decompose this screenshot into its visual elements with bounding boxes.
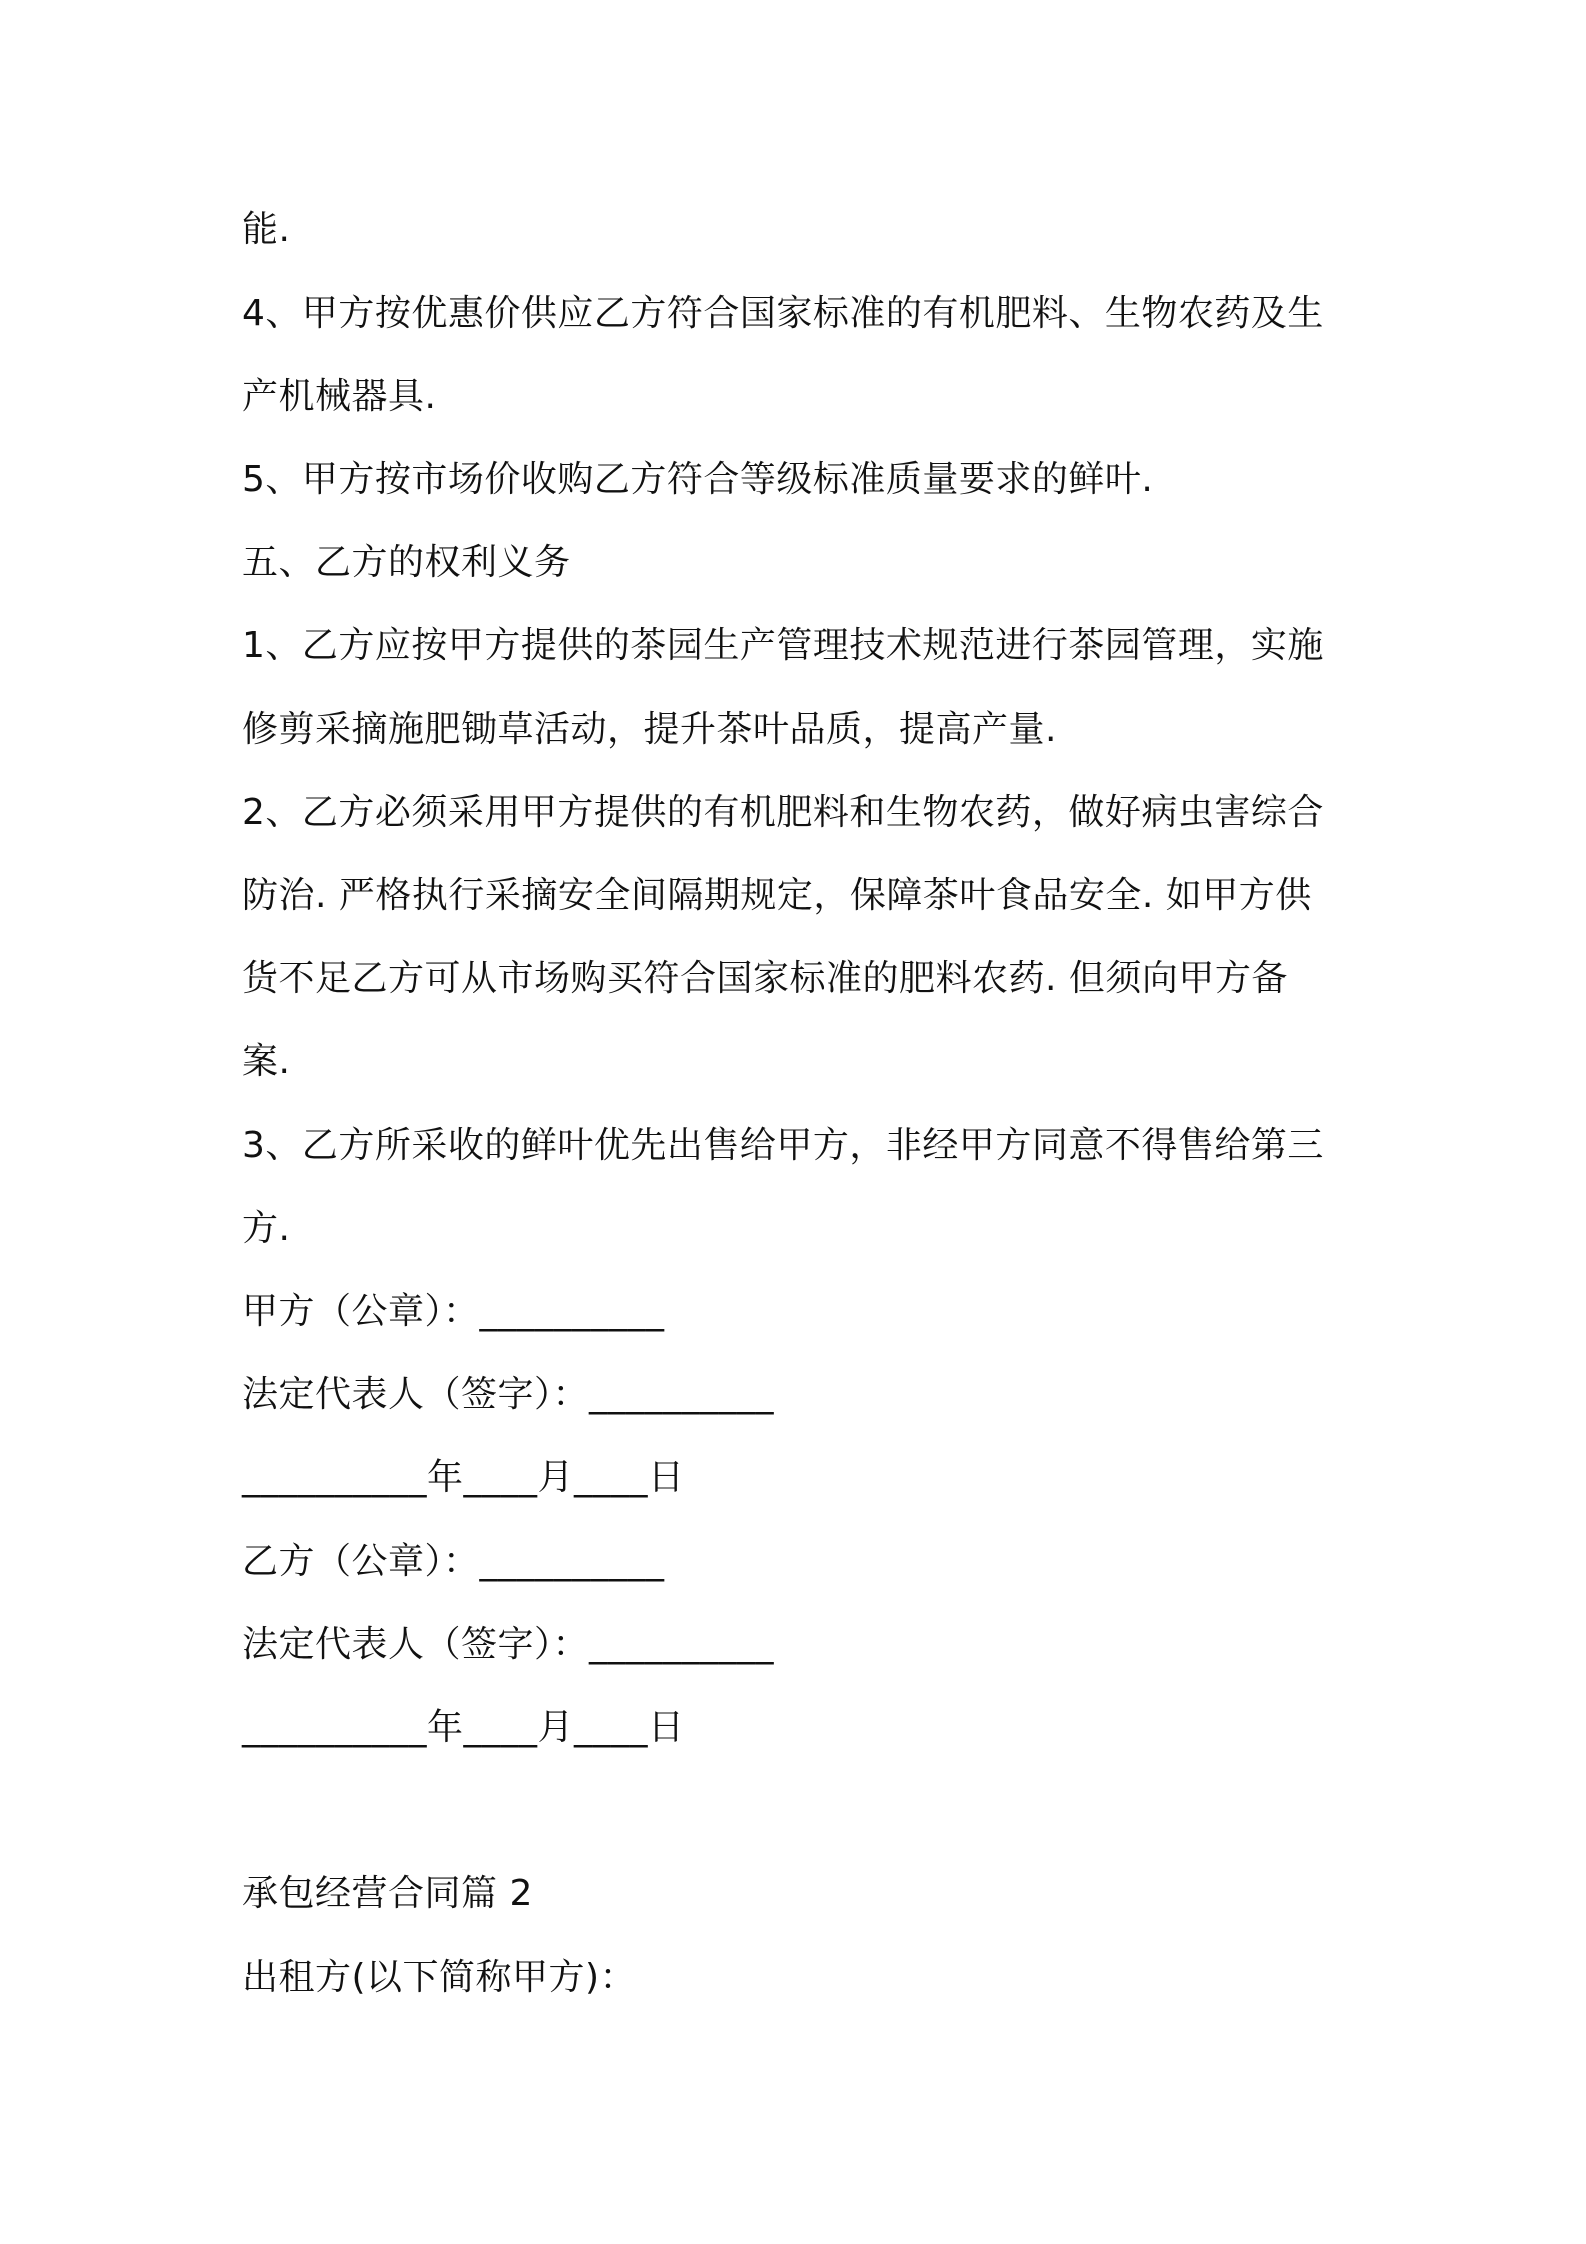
paragraph-line: 能. [242,209,291,250]
b-clause-3-line-1: 3、乙方所采收的鲜叶优先出售给甲方，非经甲方同意不得售给第三 [242,1125,1324,1166]
b-clause-2-line-3: 货不足乙方可从市场购买符合国家标准的肥料农药. 但须向甲方备 [242,958,1288,999]
party-a-representative-line: 法定代表人（签字）：__________ [242,1374,775,1415]
b-clause-1-line-1: 1、乙方应按甲方提供的茶园生产管理技术规范进行茶园管理，实施 [242,625,1324,666]
party-b-seal-line: 乙方（公章）：__________ [242,1541,665,1582]
contract-section-title: 承包经营合同篇 2 [242,1873,533,1914]
section-heading-party-b-rights: 五、乙方的权利义务 [242,542,571,583]
party-b-representative-line: 法定代表人（签字）：__________ [242,1624,775,1665]
clause-4-line-2: 产机械器具. [242,376,437,417]
b-clause-1-line-2: 修剪采摘施肥锄草活动，提升茶叶品质，提高产量. [242,709,1057,750]
party-a-seal-line: 甲方（公章）：__________ [242,1291,665,1332]
lessor-line: 出租方(以下简称甲方)： [242,1957,637,1998]
b-clause-2-line-1: 2、乙方必须采用甲方提供的有机肥料和生物农药，做好病虫害综合 [242,792,1324,833]
b-clause-2-line-4: 案. [242,1041,291,1082]
b-clause-3-line-2: 方. [242,1208,291,1249]
party-a-date-line: __________年____月____日 [242,1457,685,1498]
party-b-date-line: __________年____月____日 [242,1707,685,1748]
b-clause-2-line-2: 防治. 严格执行采摘安全间隔期规定，保障茶叶食品安全. 如甲方供 [242,875,1312,916]
clause-5: 5、甲方按市场价收购乙方符合等级标准质量要求的鲜叶. [242,459,1154,500]
clause-4-line-1: 4、甲方按优惠价供应乙方符合国家标准的有机肥料、生物农药及生 [242,293,1324,334]
